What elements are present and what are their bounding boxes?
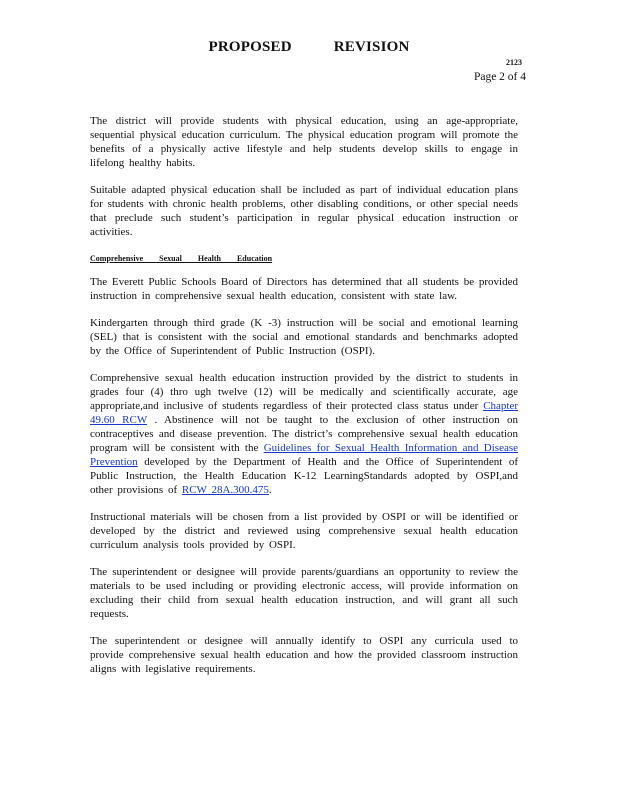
document-body — [90, 114, 518, 689]
link-guidelines[interactable]: Guidelines for Sexual Health Information and Disease Prevention — [90, 442, 519, 468]
paragraph-physical-education: The district will provide students with physical education, using an age-appropriate, sequential physical education curriculum. The physical education program will promote the benefits of a physically active lifestyle and help students develop skills to engage in lifelong healthy habits. — [90, 115, 518, 169]
paragraph-annual-report: The superintendent or designee will annually identify to OSPI any curricula used to provide comprehensive sexual health education and how the provided classroom instruction aligns with legislative requirements. — [90, 635, 518, 675]
paragraph-kindergarten: Kindergarten through third grade (K -3) instruction will be social and emotional learning (SEL) that is consistent with the social and emotional standards and benchmarks adopted by the Office of Superintendent of Public Instruction (OSPI). — [90, 317, 518, 357]
p5-text-a: Comprehensive sexual health education instruction provided by the district to students in grades four (4) thro ugh twelve (12) will be medically and scientifically accurate, age appropriate,and inclusive of students regardless of their protected class status under — [90, 372, 518, 412]
paragraph-board-determination: The Everett Public Schools Board of Directors has determined that all students be provided instruction in comprehensive sexual health education, consistent with state law. — [90, 276, 518, 302]
page-title — [0, 39, 618, 56]
p5-text-c: developed by the Department of Health and the Office of Superintendent of Public Instruction, the Health Education K-12 LearningStandards adopted by OSPI,and other provisions of — [90, 456, 518, 496]
paragraph-parent-review: The superintendent or designee will provide parents/guardians an opportunity to review the materials to be used including or providing electronic access, will provide information on excluding their child from sexual health education instruction, and will grant all such requests. — [90, 566, 518, 620]
policy-number: 2123 — [506, 58, 522, 67]
p5-text-d: . — [268, 484, 272, 496]
paragraph-comprehensive-instruction — [90, 371, 518, 497]
paragraph-adapted-pe: Suitable adapted physical education shall be included as part of individual education plans for students with chronic health problems, other disabling conditions, or other special needs that preclude such student’s participation in regular physical education instruction or activities. — [90, 184, 518, 238]
section-heading: Comprehensive Sexual Health Education — [90, 254, 273, 263]
paragraph-instructional-materials: Instructional materials will be chosen from a list provided by OSPI or will be identified or developed by the district and reviewed using comprehensive sexual health education curriculum analysis tools provided by OSPI. — [90, 511, 518, 551]
page-number: Page 2 of 4 — [473, 71, 526, 83]
link-rcw-28a300475[interactable]: RCW 28A.300.475 — [181, 484, 269, 496]
title-revision: REVISION — [333, 39, 410, 55]
title-proposed: PROPOSED — [208, 39, 292, 55]
p5-text-b: . Abstinence will not be taught to the exclusion of other instruction on contraceptives and disease prevention. The district’s comprehensive sexual health education program will be consistent with the — [90, 414, 519, 454]
link-chapter-4960-rcw[interactable]: Chapter 49.60 RCW — [90, 400, 519, 426]
